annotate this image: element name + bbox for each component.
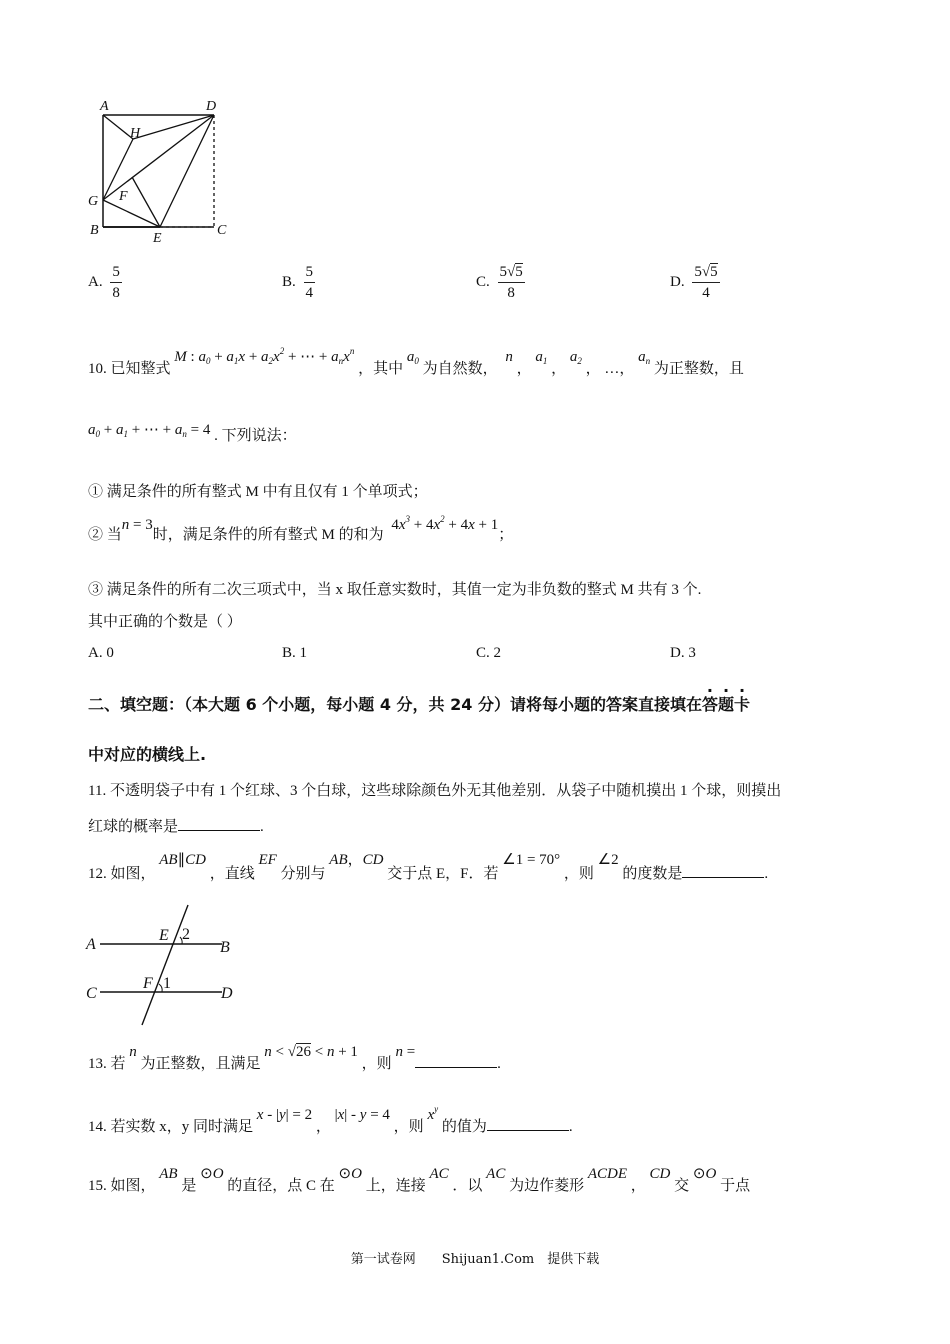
q9-figure (80, 92, 250, 252)
label-B: B (90, 223, 99, 238)
q9-option-b: B. $\frac{5}{4}$ (282, 264, 314, 301)
q10-statement-1: ① 满足条件的所有整式 M 中有且仅有 1 个单项式； (88, 484, 428, 500)
label-G: G (88, 194, 99, 209)
q9-option-c: C. $\frac{5√5}{8}$ (476, 264, 523, 301)
q10-line1: 10. 已知整式 M : $a_0 + a_1x + a_2x^2$ + ⋯ + $a_nx^n$ ，其中 $a_0$ 为自然数， n ， $a_1$ ， $a_2$ ， …， $a_n$ 为正整数，且 (88, 346, 744, 377)
label-F: F (143, 975, 153, 992)
q12-answer-blank[interactable] (682, 863, 764, 878)
q14-line: 14. 若实数 x，y 同时满足 x - |y| = 2 ， |x| - y = 4 ，则 $x^y$ 的值为 . (88, 1104, 573, 1135)
label-E: E (159, 927, 169, 944)
label-E: E (153, 231, 162, 246)
q12-line: 12. 如图， AB∥CD ，直线 EF 分别与 AB，CD 交于点 E，F．若 ∠1 = 70° ，则 ∠2 的度数是 . (88, 852, 769, 882)
q10-line2: $a_0 + a_1$ + ⋯ + $a_n = 4$ . 下列说法： (88, 422, 297, 444)
q11-line2: 红球的概率是 . (88, 815, 264, 836)
q9-option-a: A. $\frac{5}{8}$ (88, 264, 120, 301)
q10-statement-3: ③ 满足条件的所有二次三项式中，当 x 取任意实数时，其值一定为非负数的整式 M 共有 3 个. (88, 582, 702, 598)
angle-1-arc (159, 984, 162, 992)
q10-option-b: B. 1 (282, 645, 308, 661)
line-EF (142, 905, 188, 1025)
section-2-heading: 二、填空题：（本大题 6 个小题，每小题 4 分，共 24 分）请将每小题的答案直接填在答题卡 (88, 695, 751, 714)
q10-option-a: A. 0 (88, 645, 114, 661)
label-B: B (220, 939, 230, 956)
label-A: A (100, 99, 109, 114)
label-A: A (86, 936, 96, 953)
label-D: D (206, 99, 217, 114)
q14-answer-blank[interactable] (487, 1116, 569, 1131)
label-H: H (130, 126, 141, 141)
label-angle-2: 2 (182, 926, 190, 943)
seg-GE (103, 200, 160, 227)
label-F: F (119, 189, 128, 204)
q10-option-d: D. 3 (670, 645, 696, 661)
section-2-heading-line2: 中对应的横线上. (88, 745, 207, 764)
q10-statement-2: ② 当n = 3时，满足条件的所有整式 M 的和为 $4x^3 + 4x^2 + 4x + 1$； (88, 514, 514, 543)
q9-option-d: D. $\frac{5√5}{4}$ (670, 264, 718, 301)
seg-HD (133, 115, 214, 139)
q10-polynomial-formula: M : $a_0 + a_1x + a_2x^2$ + ⋯ + $a_nx^n$ (174, 346, 355, 366)
page-footer: 第一试卷网 Shijuan1.Com 提供下载 (350, 1252, 600, 1267)
label-D: D (221, 985, 233, 1002)
q11-line1: 11. 不透明袋子中有 1 个红球、3 个白球，这些球除颜色外无其他差别．从袋子中随机摸出 1 个球，则摸出 (88, 783, 782, 799)
label-C: C (86, 985, 97, 1002)
seg-GH (103, 139, 133, 200)
q12-figure (82, 900, 252, 1030)
q10-question: 其中正确的个数是（ ） (88, 614, 242, 630)
q13-answer-blank[interactable] (415, 1053, 497, 1068)
seg-DE (160, 115, 214, 227)
q13-line: 13. 若 n 为正整数，且满足 n < √26 < n + 1 ，则 n =. (88, 1044, 501, 1072)
label-C: C (217, 223, 227, 238)
label-angle-1: 1 (163, 975, 171, 992)
q15-line: 15. 如图， AB 是 ⊙O 的直径，点 C 在 ⊙O 上，连接 AC ．以 AC 为边作菱形 ACDE ， CD 交 ⊙O 于点 (88, 1166, 751, 1194)
seg-FE (132, 177, 160, 227)
q11-answer-blank[interactable] (178, 816, 260, 831)
q10-option-c: C. 2 (476, 645, 502, 661)
seg-AH (103, 115, 133, 139)
